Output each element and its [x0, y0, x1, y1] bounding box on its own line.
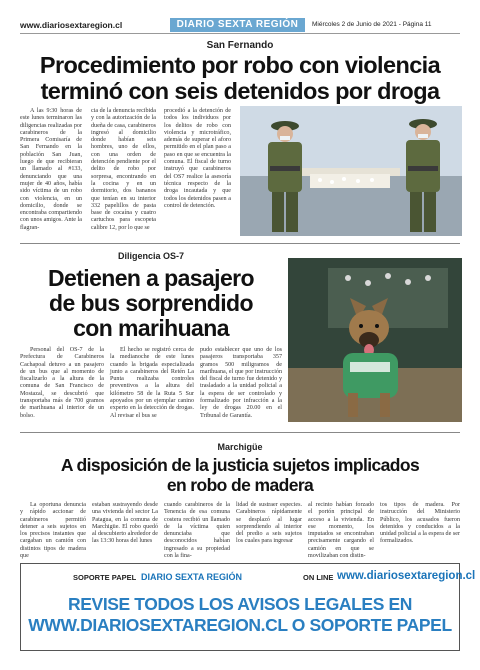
soporte-paper-name: DIARIO SEXTA REGIÓN: [141, 572, 243, 582]
article2-column-2: El hecho se registró cerca de la medianoche de este lunes cuando la brigada especializada junto a carabineros del Retén La Punta realizaba controles preventivos a la altura del kilómetro 58 de la Ruta 5 Sur apoyados por un ejemplar canino experto en la detección de drogas. Al revisar el bus se: [110, 347, 194, 419]
soporte-label: SOPORTE PAPEL: [73, 573, 137, 582]
article2-headline-line3: con marihuana: [73, 315, 229, 341]
paper-name: DIARIO SEXTA REGIÓN: [176, 19, 299, 30]
banner-line-2[interactable]: WWW.DIARIOSEXTAREGION.CL O SOPORTE PAPEL: [28, 615, 452, 635]
issue-date: Miércoles 2 de Junio de 2021 - Página 11: [312, 21, 432, 28]
article3-headline: [20, 455, 460, 495]
online-url-link[interactable]: www.diariosextaregion.cl: [337, 570, 476, 582]
banner-line-1: REVISE TODOS LOS AVISOS LEGALES EN: [68, 594, 412, 614]
article1-headline-line2: terminó con seis detenidos por droga: [40, 78, 440, 104]
article3-headline-line1: A disposición de la justicia sujetos implicados: [60, 455, 420, 475]
article3-column-3: cuando carabineros de la Tenencia de esa comuna costera recibió un llamado de la víctima quien denunciaba que desconocidos habían ingresado a su propiedad con la fina-: [164, 502, 230, 560]
section-divider-2: [20, 432, 460, 433]
legal-notices-banner: [21, 594, 459, 636]
article1-headline: [20, 52, 460, 104]
article3-headline-line2: en robo de madera: [166, 475, 314, 495]
article3-column-1: La oportuna denuncia y rápido accionar de carabineros permitió detener a seis sujetos en los precisos instantes que cargaban un camión con distintos tipos de madera que: [20, 502, 86, 560]
article3-column-6: tos tipos de madera. Por instrucción del Ministerio Público, los acusados fueron detenidos y conducidos a la unidad policial a la espera de ser formalizados.: [380, 502, 460, 545]
header-rule: [20, 33, 460, 34]
article3-column-4: lidad de sustraer especies. Carabineros rápidamente se desplazó al lugar sorprendiendo al interior del predio a seis sujetos los cuales para ingresar: [236, 502, 302, 545]
article2-headline-line1: Detienen a pasajero: [48, 265, 254, 291]
article3-kicker: Marchigüe: [217, 442, 263, 452]
article1-headline-line1: Procedimiento por robo con violencia: [39, 52, 441, 78]
online-label: ON LINE: [303, 573, 334, 582]
article2-column-1: Personal del OS-7 de la Prefectura de Carabineros Cachapoal detuvo a un pasajero de un bus que al momento de fiscalizarlo a la altura de la comuna de San Francisco de Mostazal, se descubrió que transportaba más de 700 gramos de marihuana al interior de un bolso.: [20, 347, 104, 419]
article2-column-3: pudo establecer que uno de los pasajeros transportaba 357 gramos 500 miligramos de marihuana, el que por instrucción del fiscal de turno fue detenido y trasladado a la unidad policial a la espera de ser controlado y formalizado por infracción a la ley de drogas 20.00 en el Tribunal de Garantía.: [200, 347, 282, 419]
police-dog-illustration: [288, 258, 462, 422]
police-officers-photo: [240, 106, 462, 236]
article1-column-3: procedió a la detención de todos los individuos por los delitos de robo con violencia y microtráfico, además de superar el aforo permitido en el plan paso a paso en que se encuentra la comuna. El fiscal de turno instruyó que carabineros del OS7 realice la asesoría técnica respecto de la droga incautada y que todos los detenidos pasen a control de detención.: [164, 108, 231, 209]
article2-kicker: Diligencia OS-7: [117, 251, 185, 261]
site-url[interactable]: www.diariosextaregion.cl: [20, 20, 123, 30]
article1-column-2: cia de la denuncia recibida y con la autorización de la dueña de casa, carabineros ingresó al domicilio donde habían seis hombres, uno de ellos, con una orden de detención pendiente por el delito de robo por sorpresa, encontrando en la cocina y en un dormitorio, dos bananos que tenían en su interior 332 papelillos de pasta base de cocaína y cuatro cartuchos para escopeta calibre 12, por lo que se: [91, 108, 156, 231]
article1-column-1: A las 9:30 horas de este lunes terminaron las diligencias realizadas por carabineros de la Primera Comisaría de San Fernando en la población San Juan, luego de que recibieran un llamado al #133, denunciando que una mujer de 40 años, había sido víctima de un robo con violencia, en un domicilio, donde se encontraba compartiendo con unos amigos. Ante la flagran-: [20, 108, 82, 231]
legal-notices-box: [20, 563, 476, 651]
article1-kicker: San Fernando: [206, 40, 274, 51]
article2-headline-line2: de bus sorprendido: [49, 290, 253, 316]
police-dog-photo: [288, 258, 462, 422]
article2-headline: [20, 266, 282, 341]
police-officers-illustration: [240, 106, 462, 236]
masthead-band: [170, 18, 305, 32]
article3-column-2: estaban sustrayendo desde una vivienda del sector La Patagua, en la comuna de Marchigüe. El robo quedó al descubierto alrededor de las 13:30 horas del lunes: [92, 502, 158, 545]
article3-column-5: al recinto habían forzado el portón principal de acceso a la vivienda. En ese momento, los imputados se encontraban precisamente cargando el camión en que se movilizaban con distin-: [308, 502, 374, 560]
section-divider-1: [20, 243, 460, 244]
